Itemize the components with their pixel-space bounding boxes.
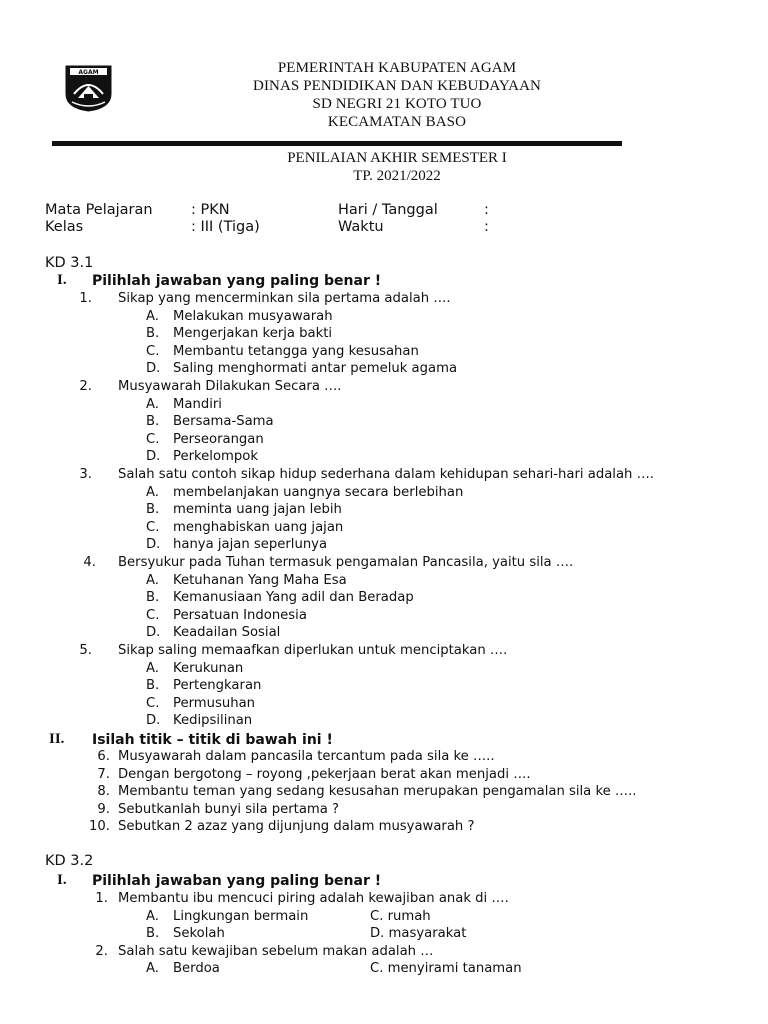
question-number: 8. [97,784,110,800]
header-divider [52,141,622,146]
header-line-3: SD NEGRI 21 KOTO TUO [312,96,482,112]
option-text: menghabiskan uang jajan [173,519,344,535]
question-text: Sikap saling memaafkan diperlukan untuk menciptakan …. [118,643,508,658]
kd-3-1-label: KD 3.1 [45,255,94,271]
option-letter: D. [146,361,161,377]
question-number: 2. [95,943,108,959]
hari-label: Hari / Tanggal [338,202,438,218]
mapel-value: : PKN [191,202,230,218]
header-line-2: DINAS PENDIDIKAN DAN KEBUDAYAAN [253,78,541,94]
option-letter: D. [146,537,161,553]
question-text: Sikap yang mencerminkan sila pertama adalah …. [118,291,451,306]
option-letter: B. [146,926,160,942]
question-text: Membantu ibu mencuci piring adalah kewajiban anak di …. [118,891,509,906]
question-text: Sebutkan 2 azaz yang dijunjung dalam musyawarah ? [118,819,475,835]
mapel-label: Mata Pelajaran [45,202,153,218]
option-letter: B. [146,414,160,430]
option-text: hanya jajan seperlunya [173,537,328,553]
option-letter: A. [146,908,159,924]
option-text: Kemanusiaan Yang adil dan Beradap [173,590,414,606]
kelas-label: Kelas [45,219,84,235]
question-text: Dengan bergotong – royong ,pekerjaan berat akan menjadi …. [118,766,531,782]
question-text: Bersyukur pada Tuhan termasuk pengamalan Pancasila, yaitu sila …. [118,555,574,570]
question-text: Salah satu kewajiban sebelum makan adalah … [118,943,434,959]
hari-value: : [484,202,489,218]
option-letter: A. [146,660,159,676]
option-letter: C. [146,695,160,711]
option-letter: C. [146,519,160,535]
question-text: Musyawarah dalam pancasila tercantum pada sila ke ….. [118,749,495,764]
option-text: Membantu tetangga yang kesusahan [173,343,419,359]
header-line-4: KECAMATAN BASO [327,114,467,130]
question-number: 1. [79,291,92,306]
option-text: Persatuan Indonesia [173,607,307,623]
option-letter: A. [146,308,159,324]
question-text: Sebutkanlah bunyi sila pertama ? [118,801,340,817]
kd2-section-1-number: I. [57,872,67,888]
option-letter: A. [146,572,159,588]
question-number: 7. [97,766,110,782]
option-text: Kedipsilinan [173,713,253,729]
question-text: Musyawarah Dilakukan Secara …. [118,379,342,394]
option-text: Perkelompok [173,449,258,465]
option-letter: D. [146,713,161,729]
option-letter: C. [146,343,160,359]
option-letter: D. [146,449,161,465]
exam-title: PENILAIAN AKHIR SEMESTER I [287,150,507,166]
option-text: Bersama-Sama [173,414,274,430]
option-letter: B. [146,678,160,694]
question-number: 1. [95,891,108,906]
exam-year: TP. 2021/2022 [353,168,441,184]
option-letter: C. [146,607,160,623]
question-text: Membantu teman yang sedang kesusahan merupakan pengamalan sila ke ….. [118,784,637,800]
section-1-title: Pilihlah jawaban yang paling benar ! [92,273,382,289]
option-text: Pertengkaran [173,678,262,694]
option-text: Ketuhanan Yang Maha Esa [173,572,347,588]
option-text: membelanjakan uangnya secara berlebihan [173,484,464,500]
question-number: 4. [83,555,96,570]
question-number: 2. [79,379,92,394]
logo-text: AGAM [78,69,99,76]
option-letter: D. [146,625,161,641]
question-number: 9. [97,801,110,817]
kd-3-2-label: KD 3.2 [45,853,94,869]
question-number: 6. [97,749,110,764]
kd2-section-1-title: Pilihlah jawaban yang paling benar ! [92,873,382,889]
section-2-title: Isilah titik – titik di bawah ini ! [92,732,333,748]
option-text: Kerukunan [173,660,244,676]
option-letter: A. [146,396,159,412]
waktu-value: : [484,219,489,235]
option-letter: A. [146,484,159,500]
option-text: C. rumah [370,908,431,924]
section-2-number: II. [49,731,65,747]
option-letter: A. [146,961,159,977]
kelas-value: : III (Tiga) [191,219,260,235]
option-letter: B. [146,590,160,606]
question-number: 5. [79,643,92,658]
question-text: Salah satu contoh sikap hidup sederhana dalam kehidupan sehari-hari adalah …. [118,467,654,482]
option-text: Berdoa [173,961,220,977]
option-text: Saling menghormati antar pemeluk agama [173,361,458,377]
option-text: C. menyirami tanaman [370,961,522,977]
question-number: 3. [79,467,92,482]
option-letter: B. [146,502,160,518]
option-text: meminta uang jajan lebih [173,502,342,518]
option-text: Lingkungan bermain [173,908,309,924]
header-line-1: PEMERINTAH KABUPATEN AGAM [277,60,517,76]
option-letter: C. [146,431,160,447]
option-text: Melakukan musyawarah [173,308,333,324]
option-text: Perseorangan [173,431,264,447]
option-text: Keadailan Sosial [173,625,281,641]
waktu-label: Waktu [338,219,384,235]
question-number: 10. [89,819,110,835]
section-1-number: I. [57,272,67,288]
kabupaten-agam-logo [64,64,113,112]
option-text: Permusuhan [173,695,256,711]
option-letter: B. [146,326,160,342]
option-text: Sekolah [173,926,225,942]
option-text: D. masyarakat [370,926,467,942]
option-text: Mandiri [173,396,222,412]
option-text: Mengerjakan kerja bakti [173,326,333,342]
